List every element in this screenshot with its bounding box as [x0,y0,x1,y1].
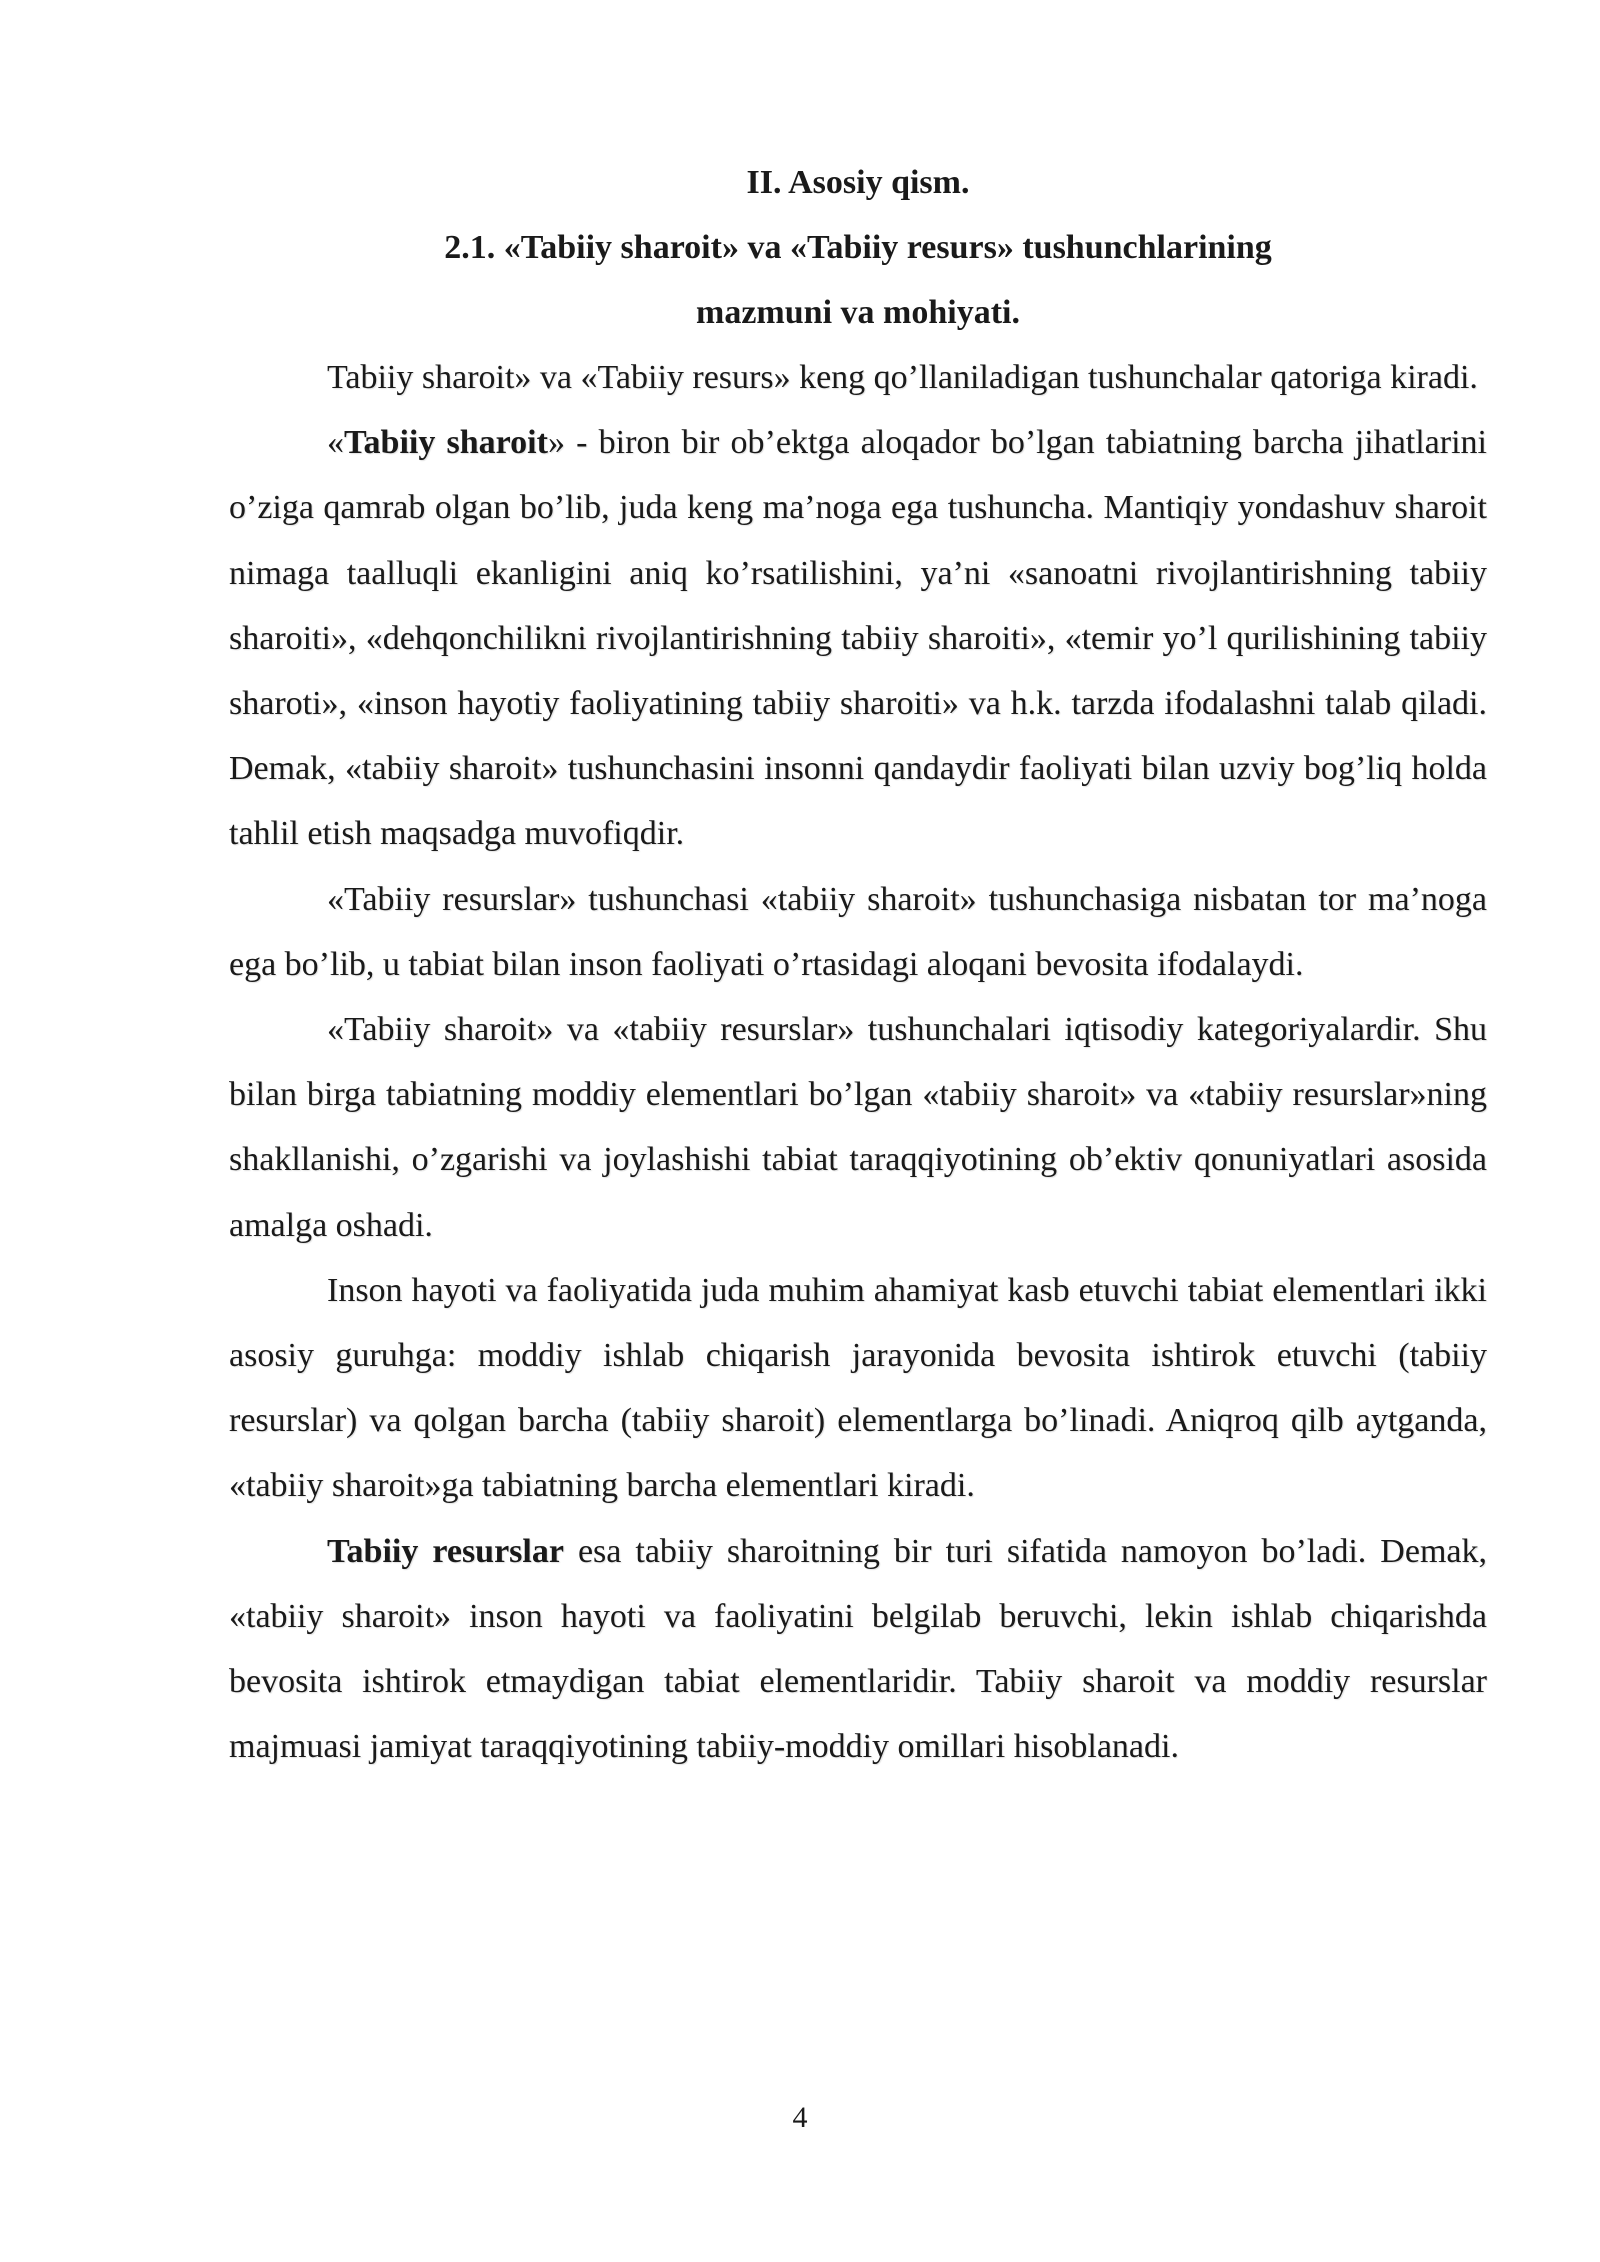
subsection-title-line-1: 2.1. «Tabiiy sharoit» va «Tabiiy resurs» tushunchlarining [444,229,1272,266]
paragraph-2 [229,410,1487,866]
subsection-title-line-2: mazmuni va mohiyati. [696,294,1020,331]
paragraph-3: «Tabiiy resurslar» tushunchasi «tabiiy sharoit» tushunchasiga nisbatan tor ma’noga ega bo’lib, u tabiat bilan inson faoliyati o’rtasidagi aloqani bevosita ifodalaydi. [229,880,1487,983]
paragraph-1: Tabiiy sharoit» va «Tabiiy resurs» keng qo’llaniladigan tushunchalar qatoriga kiradi. [327,359,1478,396]
term-tabiiy-sharoit: Tabiiy sharoit [344,424,548,462]
paragraph-4: «Tabiiy sharoit» va «tabiiy resurslar» tushunchalari iqtisodiy kategoriyalardir. Shu bilan birga tabiatning moddiy elementlari bo’lgan «tabiiy sharoit» va «tabiiy resurslar»ning shakllanishi, o’zgarishi va joylashishi tabiat taraqqiyotining ob’ektiv qonuniyatlari asosida amalga oshadi. [229,1011,1487,1244]
paragraph-5: Inson hayoti va faoliyatida juda muhim ahamiyat kasb etuvchi tabiat elementlari ikki asosiy guruhga: moddiy ishlab chiqarish jarayonida bevosita ishtirok etuvchi (tabiiy resurslar) va qolgan barcha (tabiiy sharoit) elementlarga bo’linadi. Aniqroq qilb aytganda, «tabiiy sharoit»ga tabiatning barcha elementlari kiradi. [229,1271,1487,1505]
page-number: 4 [792,2101,808,2134]
section-title: II. Asosiy qism. [746,164,970,201]
paragraph-2-text: » - biron bir ob’ektga aloqador bo’lgan tabiatning barcha jihatlarini o’ziga qamrab olgan bo’lib, juda keng ma’noga ega tushuncha. Mantiqiy yondashuv sharoit nimaga taalluqli ekanligini aniq ko’rsatilishini, ya’ni «sanoatni rivojlantirishning tabiiy sharoiti», «dehqonchilikni rivojlantirishning tabiiy sharoiti», «temir yo’l qurilishining tabiiy sharoti», «inson hayotiy faoliyatining tabiiy sharoiti» va h.k. tarzda ifodalashni talab qiladi. Demak, «tabiiy sharoit» tushunchasini insonni qandaydir faoliyati bilan uzviy bog’liq holda tahlil etish maqsadga muvofiqdir. [229,424,1487,853]
term-tabiiy-resurslar: Tabiiy resurslar [327,1532,564,1570]
paragraph-6-text: esa tabiiy sharoitning bir turi sifatida namoyon bo’ladi. Demak, «tabiiy sharoit» inson hayoti va faoliyatini belgilab beruvchi, lekin ishlab chiqarishda bevosita ishtirok etmaydigan tabiat elementlaridir. Tabiiy sharoit va moddiy resurslar majmuasi jamiyat taraqqiyotining tabiiy-moddiy omillari hisoblanadi. [229,1532,1487,1766]
document-page [229,150,1487,1779]
paragraph-2-open-quote: « [327,424,344,462]
paragraph-6 [229,1519,1487,1780]
